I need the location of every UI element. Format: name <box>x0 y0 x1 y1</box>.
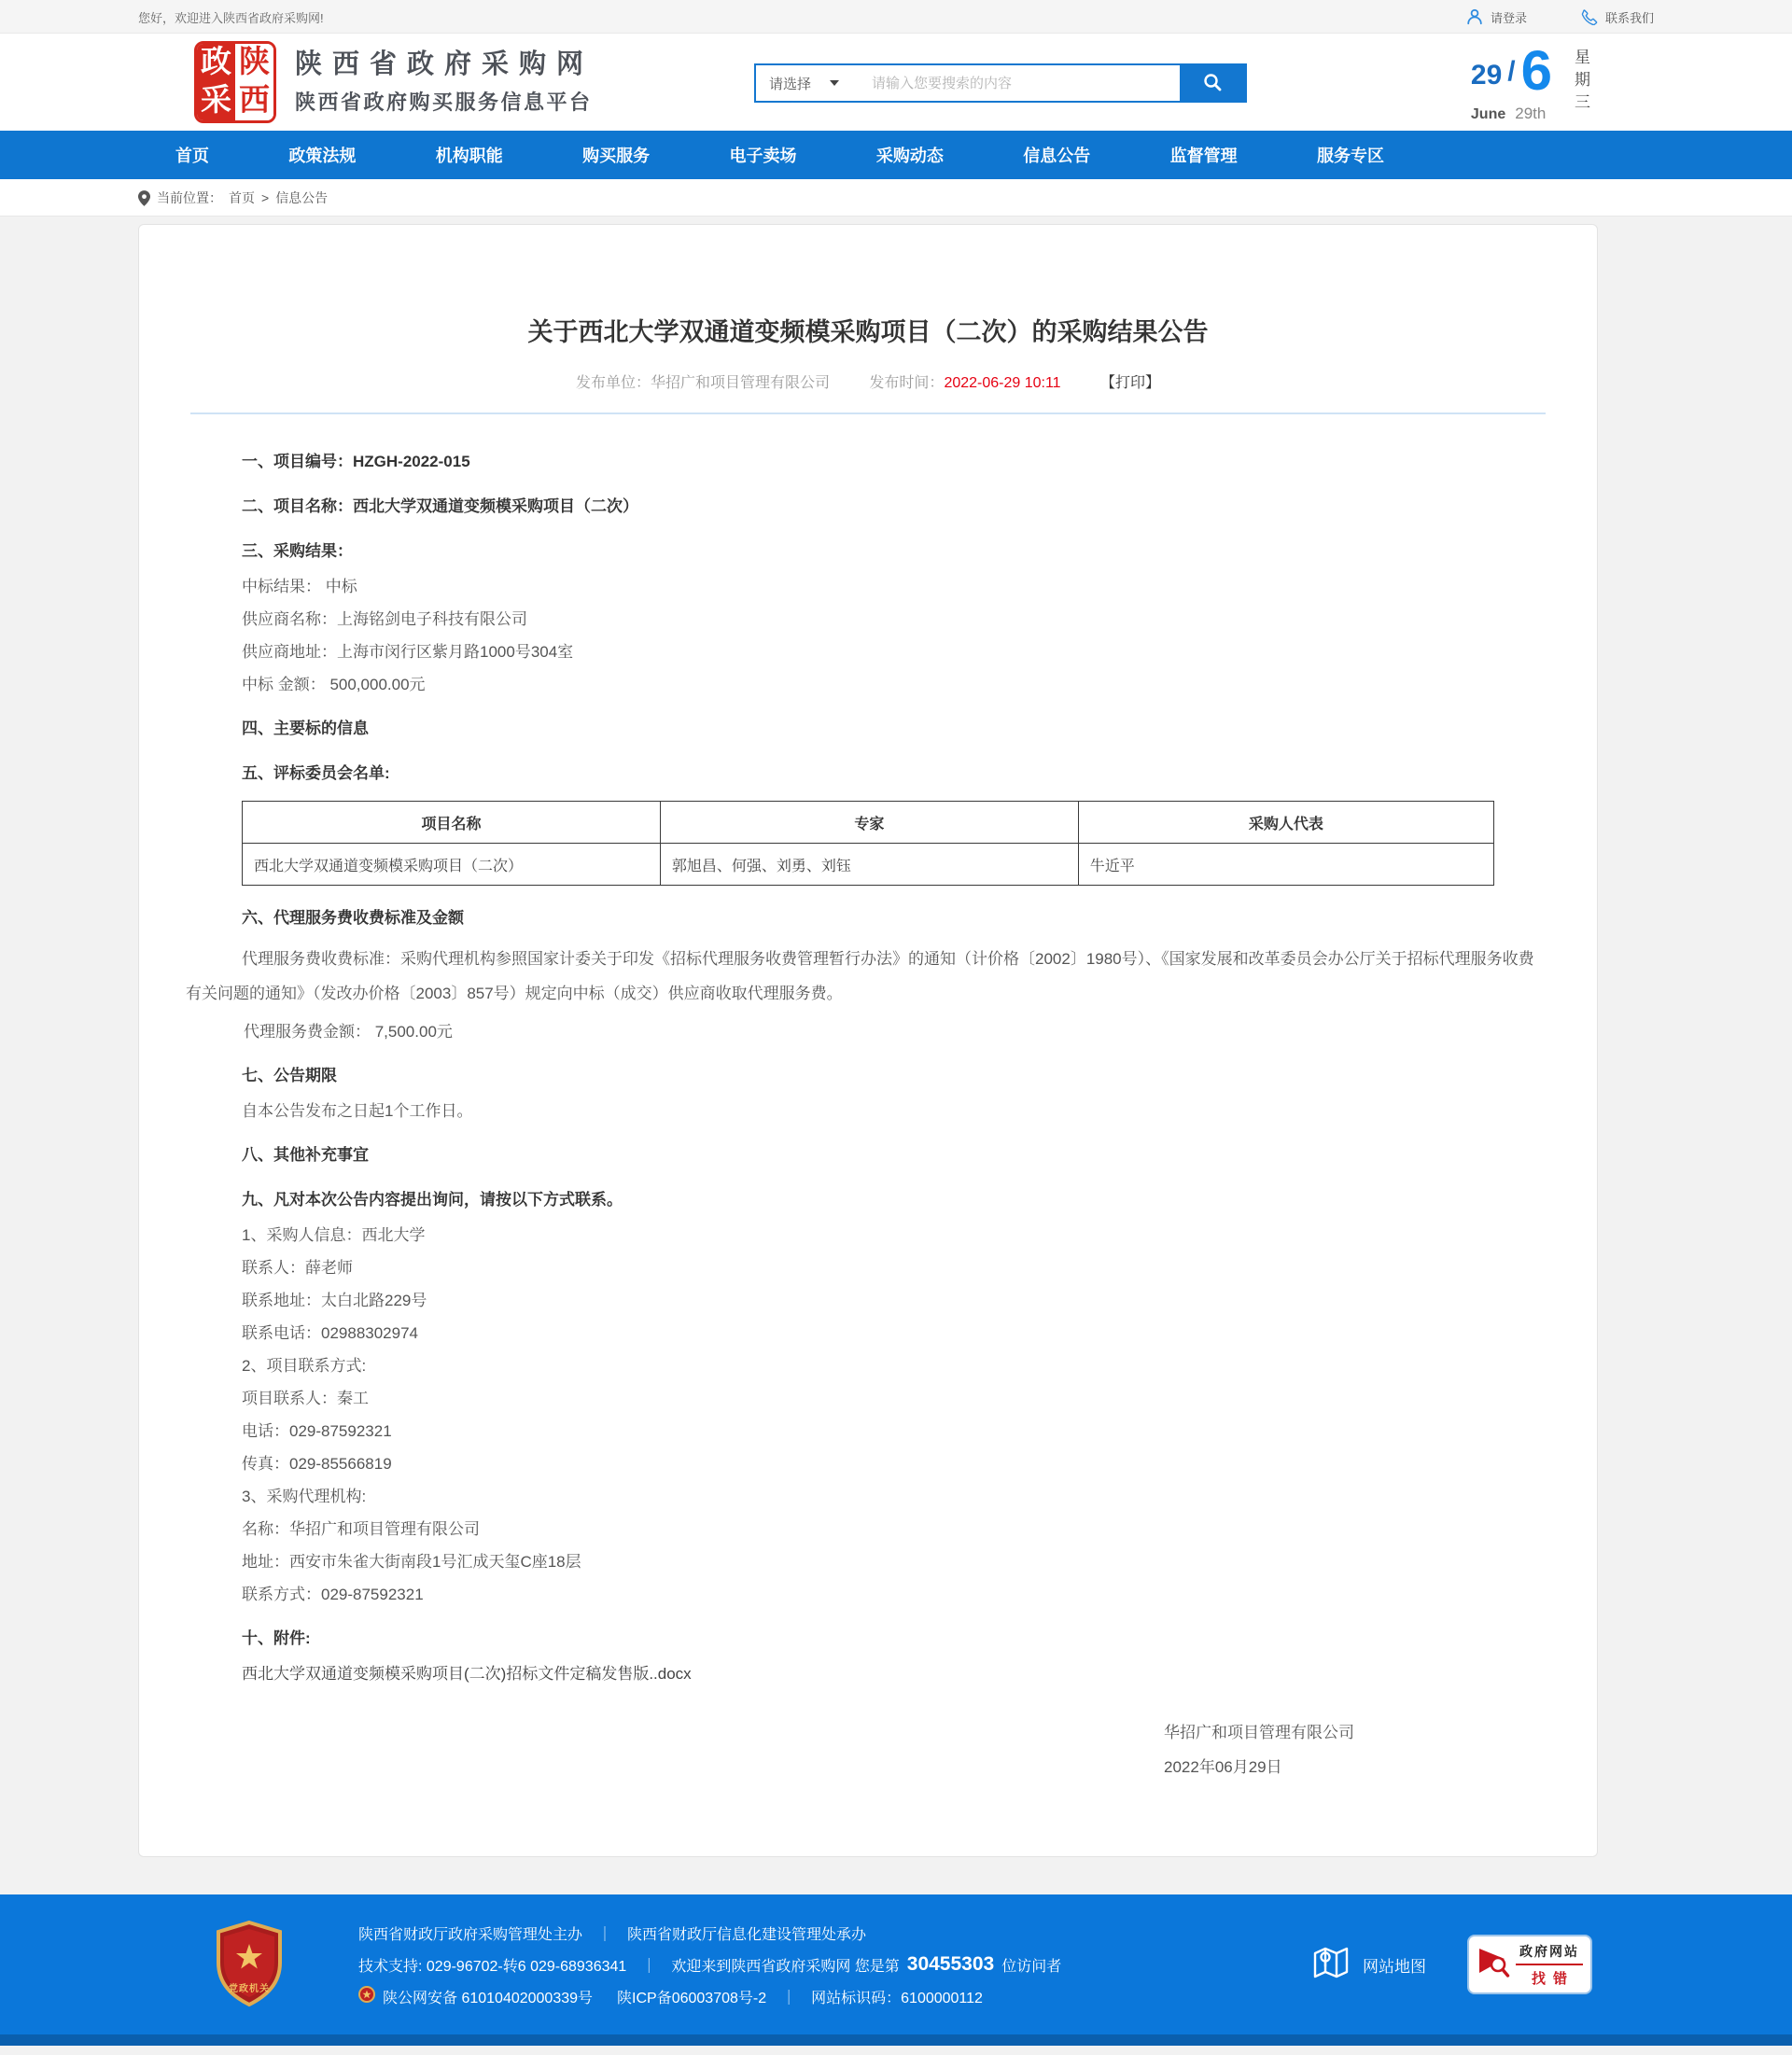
site-subtitle: 陕西省政府购买服务信息平台 <box>295 90 593 114</box>
publisher-value: 华招广和项目管理有限公司 <box>650 375 830 391</box>
date-month-en: June <box>1470 106 1506 122</box>
contact-link[interactable] <box>1581 8 1654 26</box>
footer-icp-record: 陕ICP备06003708号-2 <box>617 1990 767 2006</box>
section-heading: 九、凡对本次公告内容提出询问，请按以下方式联系。 <box>242 1191 623 1209</box>
column-header: 项目名称 <box>243 802 661 844</box>
date-widget <box>1470 39 1592 123</box>
error-box-rule <box>1516 1964 1583 1965</box>
section-heading: 一、项目编号：HZGH-2022-015 <box>242 453 470 470</box>
publish-time-value: 2022-06-29 10:11 <box>944 375 1061 391</box>
nav-item-policy[interactable]: 政策法规 <box>288 147 357 165</box>
visitor-count: 30455303 <box>906 1953 995 1975</box>
section-heading: 七、公告期限 <box>242 1067 337 1084</box>
search-box <box>754 63 1247 103</box>
section-heading: 四、主要标的信息 <box>242 720 369 737</box>
main-nav <box>0 131 1792 179</box>
header <box>0 34 1792 131</box>
meta-divider <box>190 412 1546 414</box>
table-cell: 牛近平 <box>1078 844 1493 886</box>
footer-visitor-suffix: 位访问者 <box>1001 1958 1062 1975</box>
content-line: 项目联系人：秦工 <box>242 1390 369 1407</box>
section-heading: 五、评标委员会名单: <box>242 764 390 782</box>
footer-site-id: 网站标识码：6100000112 <box>811 1990 983 2006</box>
publisher-label: 发布单位： <box>575 375 651 391</box>
breadcrumb-current[interactable]: 信息公告 <box>275 190 329 205</box>
section-heading: 六、代理服务费收费标准及金额 <box>242 909 464 927</box>
column-header: 专家 <box>660 802 1078 844</box>
seal-char: 采 <box>197 82 235 120</box>
footer-police-record: 陕公网安备 61010402000339号 <box>383 1990 594 2006</box>
footer-cohost-org: 陕西省财政厅信息化建设管理处承办 <box>627 1926 867 1943</box>
chevron-down-icon <box>830 80 839 86</box>
content-paragraph: 代理服务费收费标准：采购代理机构参照国家计委关于印发《招标代理服务收费管理暂行办法》的通知（计价格〔2002〕1980号）、《国家发展和改革委员会办公厅关于招标代理服务收费有关问题的通知》（发改办价格〔2003〕857号）规定向中标（成交）供应商收取代理服务费。 <box>186 950 1534 1002</box>
footer-separator: ｜ <box>641 1958 657 1975</box>
sitemap-link[interactable] <box>1310 1942 1426 1988</box>
date-day-en: 29th <box>1515 105 1547 122</box>
breadcrumb-label: 当前位置： <box>157 190 222 205</box>
table-cell: 西北大学双通道变频模采购项目（二次） <box>243 844 661 886</box>
table-header-row <box>243 802 1494 844</box>
breadcrumb-home[interactable]: 首页 <box>229 190 255 205</box>
section-heading: 三、采购结果： <box>242 542 353 560</box>
footer-separator: ｜ <box>781 1990 797 2006</box>
content-line: 中标结果： 中标 <box>242 578 357 595</box>
article-content <box>186 450 1534 1784</box>
content-line: 2、项目联系方式: <box>242 1357 367 1375</box>
section-heading: 八、其他补充事宜 <box>242 1146 369 1164</box>
content-line: 3、采购代理机构: <box>242 1488 367 1505</box>
date-day: 29 <box>1470 60 1503 91</box>
search-select-label: 请选择 <box>769 76 812 92</box>
login-link[interactable] <box>1466 8 1527 26</box>
table-row <box>243 844 1494 886</box>
nav-item-functions[interactable]: 机构职能 <box>435 147 503 165</box>
content-line: 联系电话：02988302974 <box>242 1324 419 1342</box>
print-button[interactable]: 【打印】 <box>1100 375 1161 391</box>
content-line: 自本公告发布之日起1个工作日。 <box>242 1102 473 1120</box>
search-icon <box>1202 72 1223 95</box>
content-line: 1、采购人信息：西北大学 <box>242 1226 426 1244</box>
seal-char: 政 <box>197 44 235 82</box>
breadcrumb <box>0 179 1792 217</box>
date-slash: / <box>1507 56 1516 87</box>
signature-date: 2022年06月29日 <box>1164 1758 1282 1776</box>
gov-agency-badge-icon <box>213 1920 286 2009</box>
table-cell: 郭旭昌、何强、刘勇、刘钰 <box>660 844 1078 886</box>
footer-bottom-strip <box>0 2034 1792 2046</box>
sitemap-label: 网站地图 <box>1363 1957 1426 1976</box>
signature-company: 华招广和项目管理有限公司 <box>1164 1724 1354 1741</box>
police-badge-icon <box>358 1986 383 2007</box>
committee-table <box>242 801 1494 886</box>
column-header: 采购人代表 <box>1078 802 1493 844</box>
article-meta <box>242 370 1494 392</box>
find-error-flag-icon <box>1477 1944 1510 1986</box>
site-logo[interactable] <box>194 41 594 123</box>
content-line: 中标 金额： 500,000.00元 <box>242 676 426 693</box>
nav-item-supervision[interactable]: 监督管理 <box>1169 147 1238 165</box>
footer-tech-support: 技术支持: 029-96702-转6 029-68936341 <box>358 1958 627 1975</box>
site-error-report-button[interactable] <box>1467 1935 1592 1994</box>
nav-item-home[interactable]: 首页 <box>175 147 209 165</box>
user-icon <box>1466 8 1483 25</box>
search-button[interactable] <box>1180 65 1245 101</box>
section-heading: 二、项目名称：西北大学双通道变频模采购项目（二次） <box>242 497 638 515</box>
seal-char: 陕 <box>235 44 273 82</box>
content-line: 联系人：薛老师 <box>242 1259 353 1277</box>
content-line: 地址：西安市朱雀大街南段1号汇成天玺C座18层 <box>242 1553 581 1571</box>
login-label: 请登录 <box>1490 10 1527 25</box>
error-box-subtitle: 找错 <box>1531 1970 1575 1987</box>
search-input[interactable] <box>864 65 1180 101</box>
footer <box>0 1894 1792 2034</box>
map-icon <box>1310 1942 1351 1988</box>
content-line: 供应商名称：上海铭剑电子科技有限公司 <box>242 610 527 628</box>
nav-item-purchase[interactable]: 购买服务 <box>582 147 651 165</box>
site-name: 陕西省政府采购网 <box>295 49 595 80</box>
footer-text <box>358 1917 1061 2012</box>
article-card <box>138 224 1598 1857</box>
date-weekday: 星期三 <box>1572 49 1589 116</box>
seal-char: 西 <box>235 82 273 120</box>
welcome-text: 您好，欢迎进入陕西省政府采购网! <box>138 10 324 25</box>
error-box-title: 政府网站 <box>1519 1943 1579 1959</box>
content-line: 传真：029-85566819 <box>242 1455 392 1473</box>
logo-seal-icon <box>194 41 276 123</box>
footer-visitor-text: 欢迎来到陕西省政府采购网 您是第 <box>671 1958 900 1975</box>
search-category-select[interactable] <box>756 65 864 101</box>
nav-item-news[interactable]: 采购动态 <box>875 147 944 165</box>
content-line: 电话：029-87592321 <box>242 1422 392 1440</box>
section-heading: 十、附件: <box>242 1629 311 1647</box>
attachment-link[interactable]: 西北大学双通道变频模采购项目(二次)招标文件定稿发售版..docx <box>242 1665 692 1683</box>
publish-time-label: 发布时间： <box>869 375 945 391</box>
contact-label: 联系我们 <box>1604 10 1654 25</box>
nav-item-services[interactable]: 服务专区 <box>1317 147 1384 165</box>
content-line: 联系方式：029-87592321 <box>242 1586 424 1603</box>
content-line: 名称：华招广和项目管理有限公司 <box>242 1520 480 1538</box>
content-line: 供应商地址：上海市闵行区紫月路1000号304室 <box>242 643 574 661</box>
location-pin-icon <box>138 190 150 206</box>
page-title: 关于西北大学双通道变频模采购项目（二次）的采购结果公告 <box>527 318 1209 346</box>
nav-item-announcement[interactable]: 信息公告 <box>1023 147 1091 165</box>
date-month: 6 <box>1520 39 1552 102</box>
footer-separator: ｜ <box>597 1926 613 1943</box>
nav-item-emall[interactable]: 电子卖场 <box>729 147 797 165</box>
content-line: 联系地址：太白北路229号 <box>242 1292 427 1309</box>
footer-host-org: 陕西省财政厅政府采购管理处主办 <box>358 1926 583 1943</box>
badge-label: 党政机关 <box>229 1984 270 1994</box>
content-line: 代理服务费金额： 7,500.00元 <box>244 1023 453 1041</box>
phone-icon <box>1581 8 1598 25</box>
topbar <box>0 0 1792 34</box>
signature-block <box>242 1715 1494 1784</box>
breadcrumb-separator: > <box>261 190 270 205</box>
